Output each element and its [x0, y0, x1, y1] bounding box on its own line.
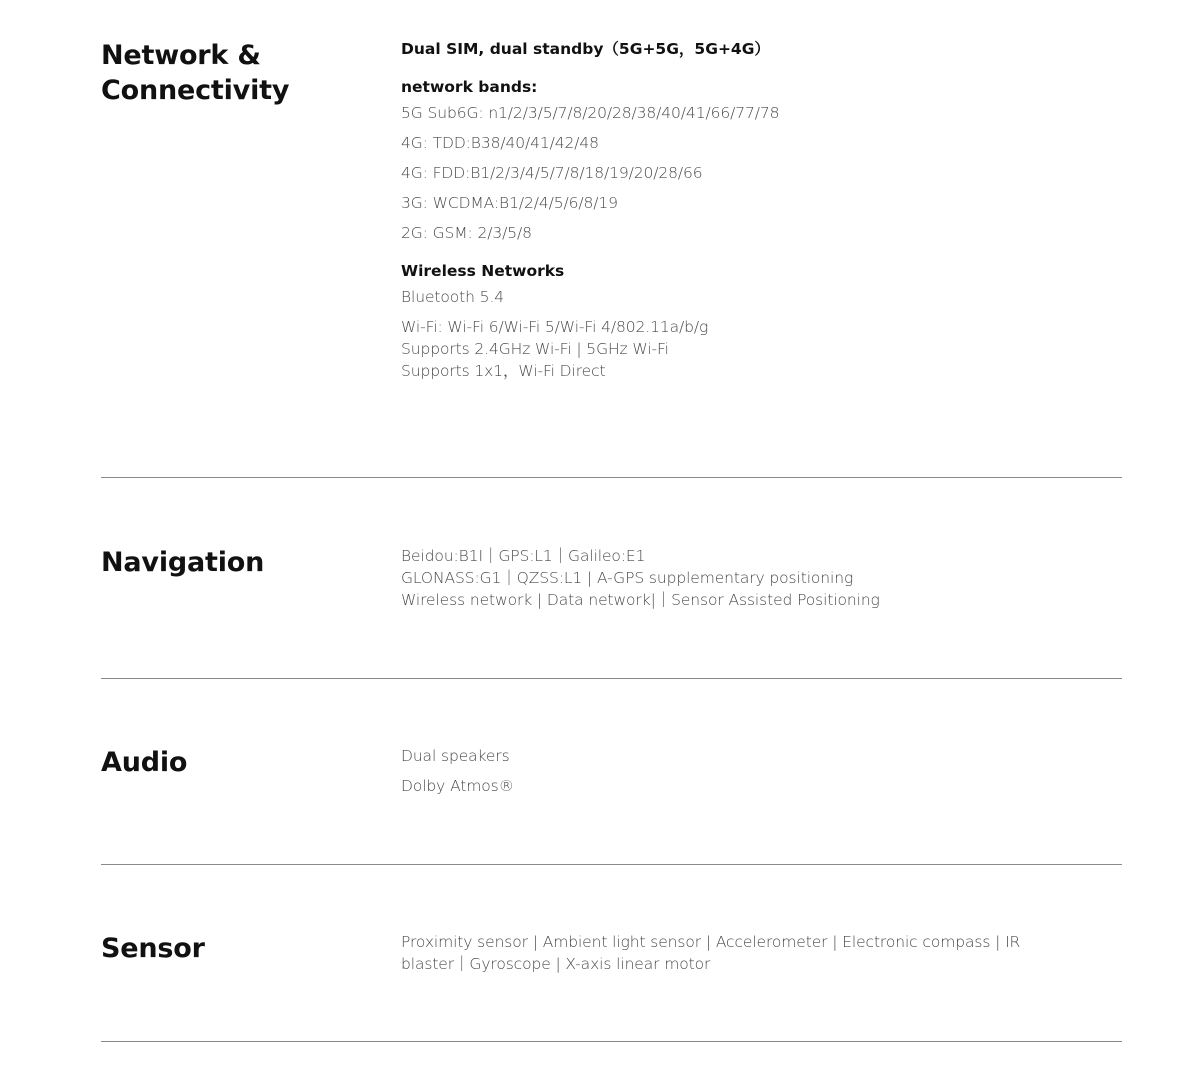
network-spec-body: [401, 38, 1101, 382]
sensor-spec-body: [401, 931, 1101, 975]
section-divider: [101, 864, 1122, 865]
wireless-networks-heading: Wireless Networks: [401, 262, 565, 280]
band-line: 3G: WCDMA:B1/2/4/5/6/8/19: [401, 194, 618, 212]
network-bands-heading: network bands:: [401, 78, 538, 96]
section-divider: [101, 678, 1122, 679]
navigation-spec-body: [401, 545, 1101, 611]
wifi-line: Wi-Fi: Wi-Fi 6/Wi-Fi 5/Wi-Fi 4/802.11a/b/g: [401, 318, 709, 336]
section-divider: [101, 477, 1122, 478]
band-line: 4G: TDD:B38/40/41/42/48: [401, 134, 599, 152]
bluetooth-spec: Bluetooth 5.4: [401, 288, 505, 306]
sensor-line: blaster｜Gyroscope | X-axis linear motor: [401, 955, 711, 973]
band-line: 4G: FDD:B1/2/3/4/5/7/8/18/19/20/28/66: [401, 164, 703, 182]
sensor-line: Proximity sensor | Ambient light sensor | Accelerometer | Electronic compass | IR: [401, 933, 1021, 951]
section-title-audio: Audio: [101, 747, 188, 778]
audio-line: Dual speakers: [401, 747, 510, 765]
section-divider: [101, 1041, 1122, 1042]
audio-spec-body: [401, 745, 1101, 797]
navigation-line: Wireless network | Data network|｜Sensor Assisted Positioning: [401, 591, 880, 609]
wifi-line: Supports 1x1，Wi-Fi Direct: [401, 362, 606, 380]
band-line: 2G: GSM: 2/3/5/8: [401, 224, 532, 242]
section-title-network: Network & Connectivity: [101, 40, 290, 106]
wifi-line: Supports 2.4GHz Wi-Fi | 5GHz Wi-Fi: [401, 340, 669, 358]
audio-line: Dolby Atmos®: [401, 777, 515, 795]
navigation-line: GLONASS:G1｜QZSS:L1 | A-GPS supplementary positioning: [401, 569, 854, 587]
section-title-sensor: Sensor: [101, 933, 205, 964]
section-title-navigation: Navigation: [101, 547, 265, 578]
band-line: 5G Sub6G: n1/2/3/5/7/8/20/28/38/40/41/66/77/78: [401, 104, 780, 122]
navigation-line: Beidou:B1I｜GPS:L1｜Galileo:E1: [401, 547, 646, 565]
sim-spec: Dual SIM, dual standby（5G+5G，5G+4G）: [401, 40, 770, 58]
